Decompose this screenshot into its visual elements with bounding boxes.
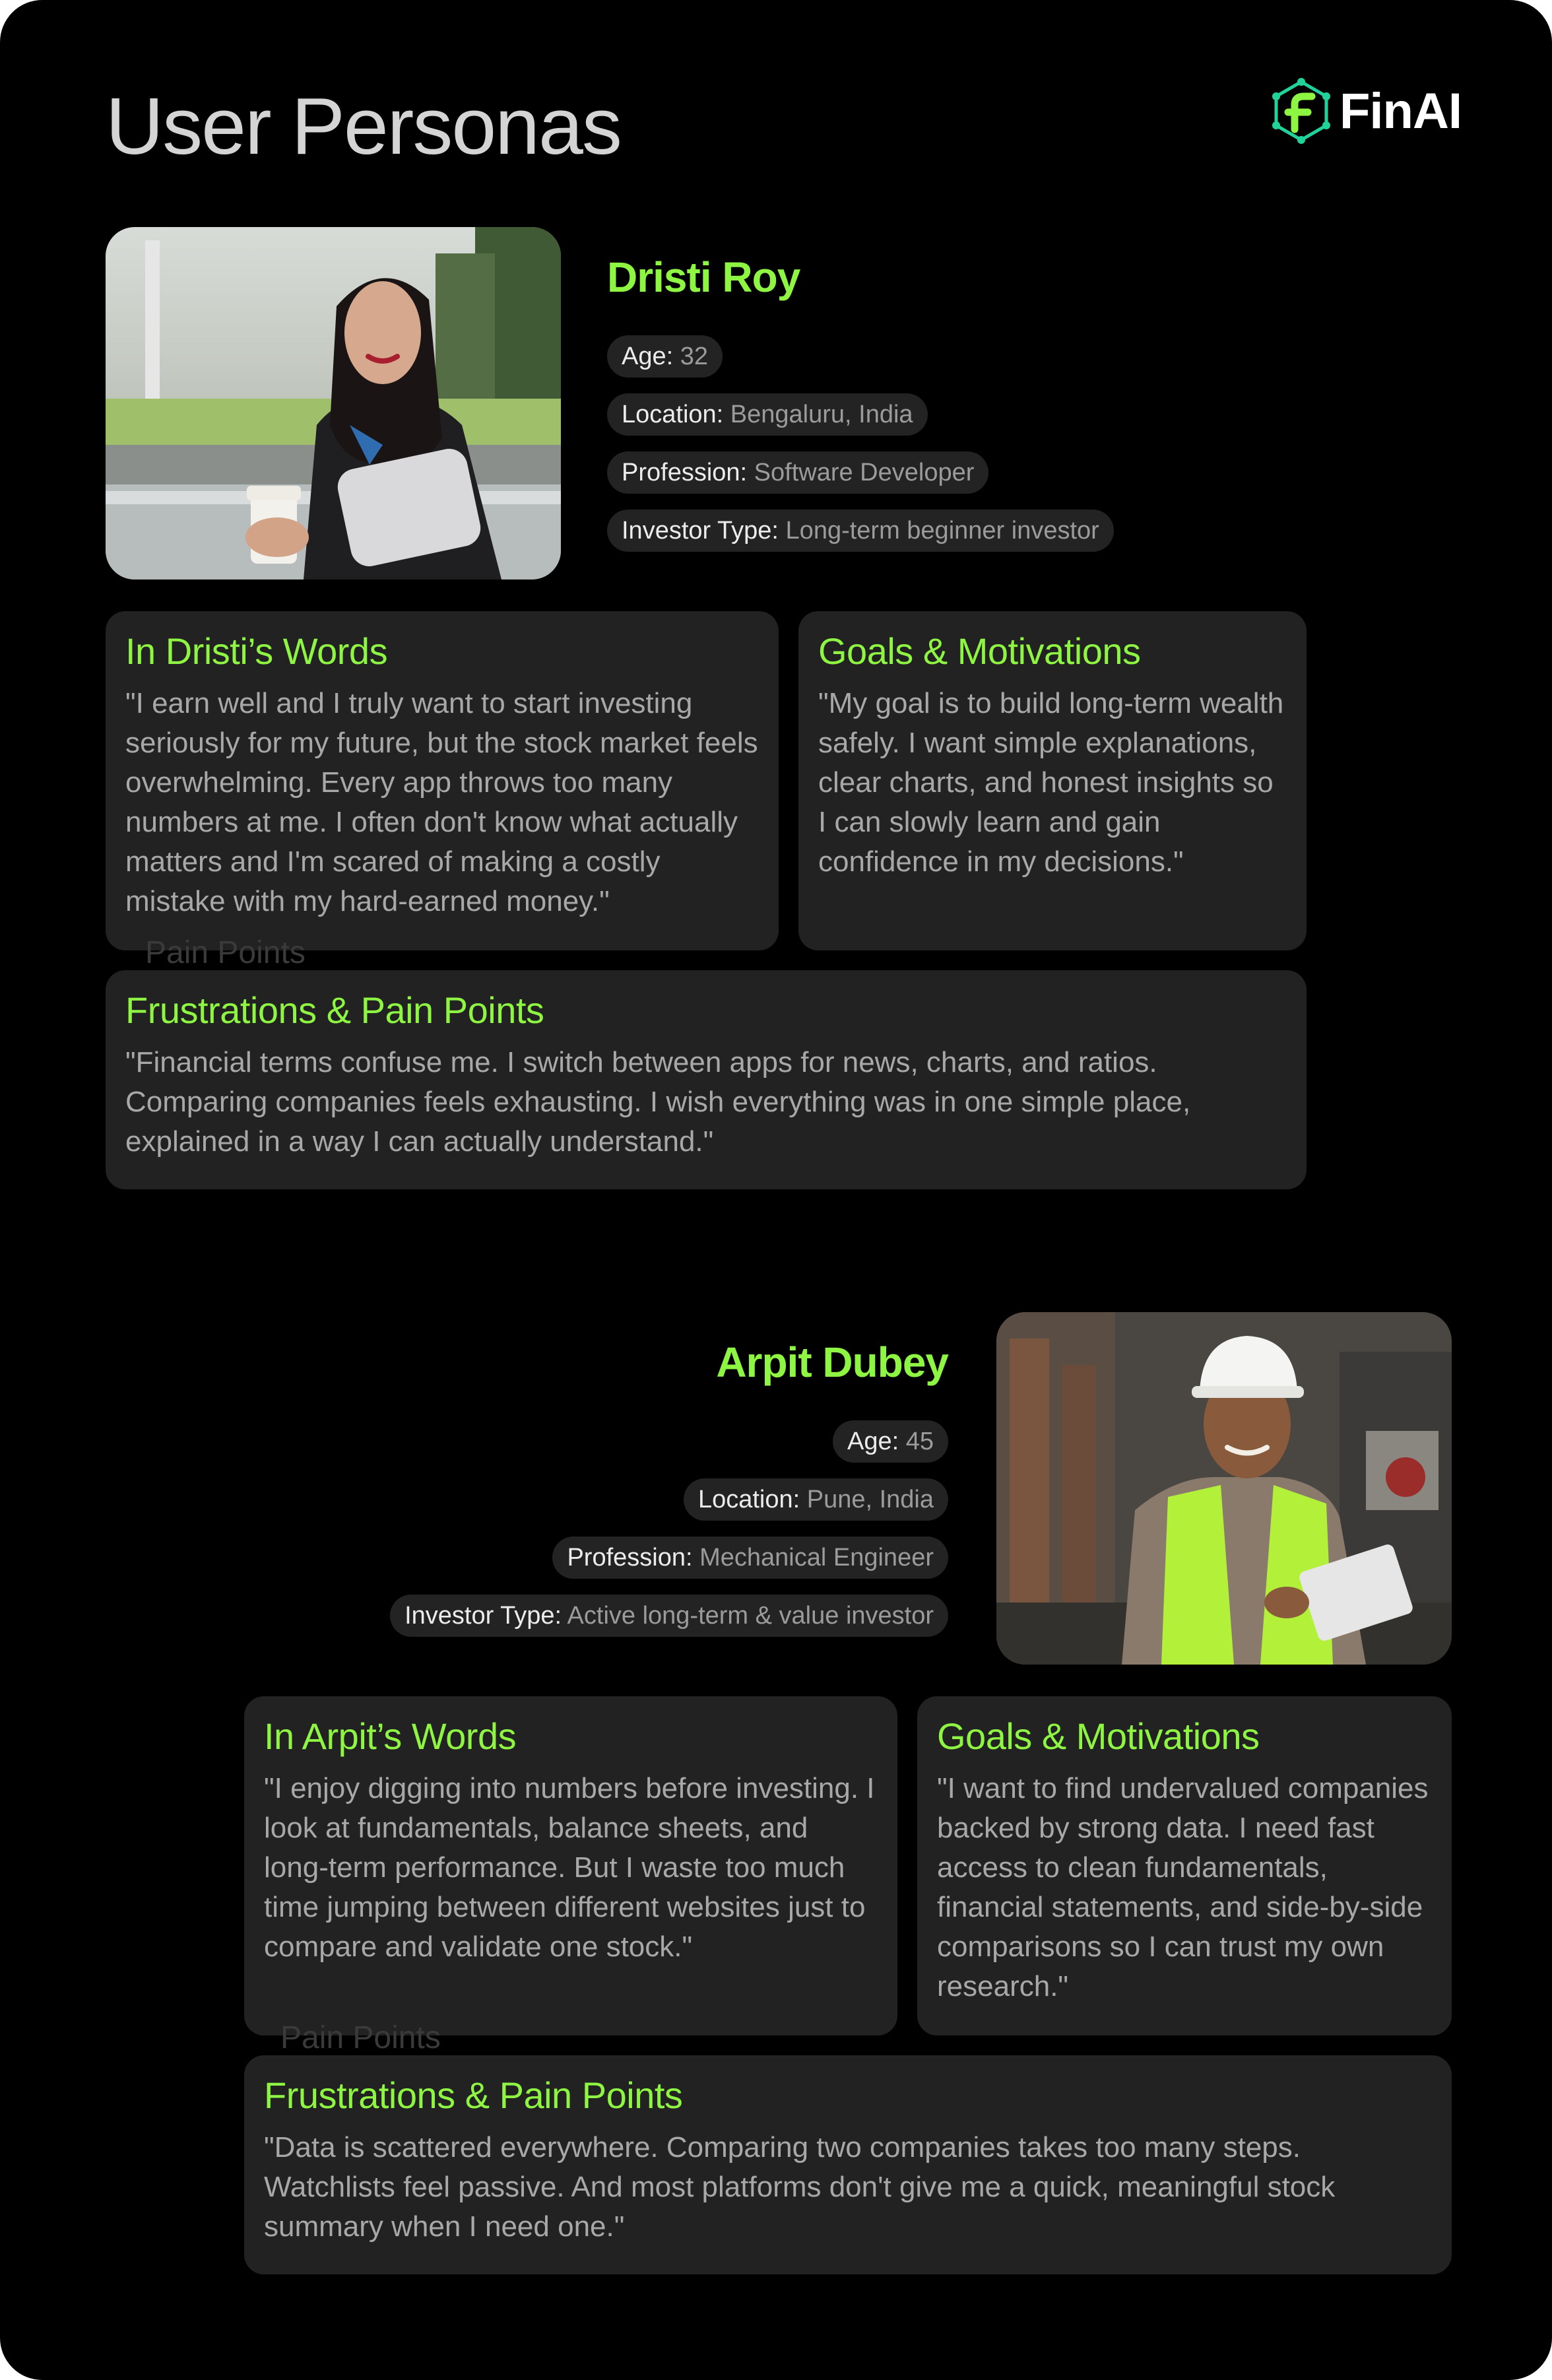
card-title: Frustrations & Pain Points: [125, 989, 544, 1031]
arpit-frustrations-card: [244, 2055, 1452, 2274]
dristi-location-pill: [607, 393, 928, 436]
detail-label: Location:: [622, 401, 724, 428]
card-text: "Data is scattered everywhere. Comparing two companies takes too many steps. Watchlists feel passive. And most platforms don't give me a quick, meaningful stock summary when I need one.": [264, 2131, 1336, 2243]
detail-label: Investor Type:: [622, 517, 779, 545]
card-text: "Financial terms confuse me. I switch between apps for news, charts, and ratios. Comparing companies feels exhausting. I wish everything was in one simple place, explained in a way I can actually understand.": [125, 1046, 1191, 1158]
detail-label: Age:: [622, 343, 674, 370]
arpit-words-card: [244, 1696, 897, 2035]
ghost-label: Pain Points: [145, 935, 306, 970]
detail-value: 32: [680, 343, 709, 370]
dristi-age-pill: [607, 335, 723, 378]
dristi-name: Dristi Roy: [607, 253, 800, 301]
card-title: Goals & Motivations: [818, 630, 1141, 672]
dristi-goals-card: [798, 611, 1307, 950]
dristi-profession-pill: [607, 451, 988, 494]
detail-value: Mechanical Engineer: [699, 1544, 934, 1571]
dristi-investor-type-pill: [607, 510, 1114, 552]
dristi-photo-image: [106, 227, 561, 579]
card-title: In Arpit’s Words: [264, 1715, 517, 1757]
card-text: "My goal is to build long-term wealth safely. I want simple explanations, clear charts, and honest insights so I can slowly learn and gain confidence in my decisions.": [818, 687, 1284, 878]
card-text: "I earn well and I truly want to start investing seriously for my future, but the stock market feels overwhelming. Every app throws too many numbers at me. I often don't know what actually matters and I'm scared of making a costly mistake with my hard-earned money.": [125, 687, 758, 917]
arpit-investor-type-pill: [390, 1595, 948, 1637]
arpit-photo: [996, 1312, 1452, 1665]
card-title: Frustrations & Pain Points: [264, 2074, 683, 2116]
dristi-frustrations-card: [106, 970, 1307, 1189]
page-title: User Personas: [106, 81, 621, 171]
detail-value: Long-term beginner investor: [785, 517, 1099, 545]
arpit-goals-card: [917, 1696, 1452, 2035]
detail-value: Active long-term & value investor: [567, 1602, 934, 1630]
detail-label: Location:: [697, 1486, 800, 1513]
arpit-profession-pill: [552, 1537, 948, 1579]
detail-value: Bengaluru, India: [730, 401, 913, 428]
arpit-photo-image: [996, 1312, 1452, 1665]
detail-value: Pune, India: [806, 1486, 934, 1513]
dristi-photo: [106, 227, 561, 579]
detail-value: Software Developer: [754, 459, 975, 486]
card-text: "I enjoy digging into numbers before investing. I look at fundamentals, balance sheets, and long-term performance. But I waste too much time jumping between different websites just to compare and validate one stock.": [264, 1772, 875, 1963]
detail-value: 45: [905, 1428, 934, 1455]
logo-text: FinAI: [1340, 83, 1462, 139]
ghost-label: Pain Points: [280, 2020, 441, 2055]
detail-label: Investor Type:: [404, 1602, 562, 1630]
finai-logo: [1271, 78, 1462, 144]
detail-label: Profession:: [567, 1544, 693, 1571]
card-text: "I want to find undervalued companies backed by strong data. I need fast access to clean fundamentals, financial statements, and side-by-side comparisons so I can trust my own research.": [937, 1772, 1429, 2002]
arpit-location-pill: [684, 1478, 948, 1521]
arpit-age-pill: [833, 1420, 948, 1463]
arpit-name: Arpit Dubey: [716, 1339, 948, 1386]
finai-logo-icon: [1271, 78, 1332, 144]
detail-label: Profession:: [622, 459, 748, 486]
card-title: In Dristi’s Words: [125, 630, 388, 672]
dristi-words-card: [106, 611, 779, 950]
card-title: Goals & Motivations: [937, 1715, 1260, 1757]
detail-label: Age:: [847, 1428, 899, 1455]
